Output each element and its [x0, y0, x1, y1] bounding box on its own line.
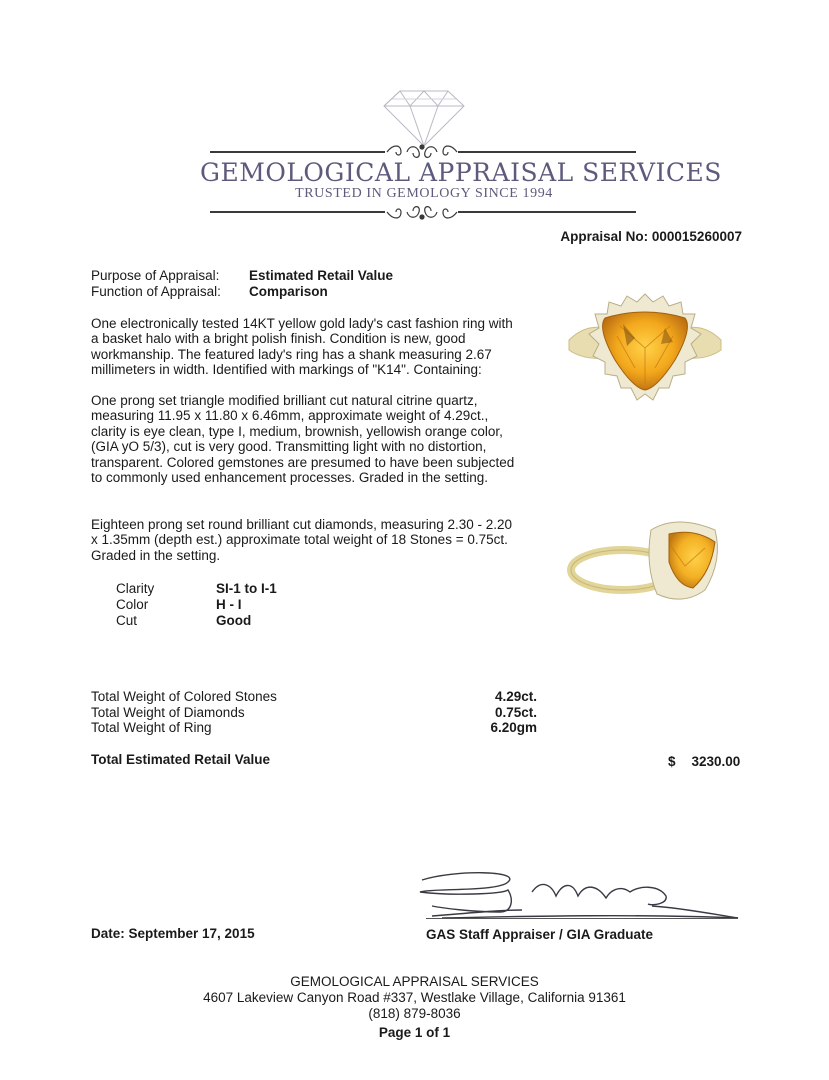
- diamond-icon: [382, 88, 466, 148]
- purpose-value: Estimated Retail Value: [249, 268, 394, 283]
- appraiser-signature: [412, 866, 744, 926]
- company-tagline: TRUSTED IN GEMOLOGY SINCE 1994: [295, 186, 553, 201]
- logo-rule-bottom-left: [210, 211, 385, 213]
- page-number: Page 1 of 1: [378, 1025, 451, 1040]
- signature-line: [426, 918, 738, 919]
- appraisal-purpose-block: [91, 268, 511, 300]
- ring-top-view-photo: [565, 288, 725, 410]
- center-stone-description: One prong set triangle modified brilliant cut natural citrine quartz, measuring 11.95 x 11.80 x 6.46mm, approximate weight of 4.29ct., clarity is eye clean, type I, medium, brownish, yellowish orange color, (GIA yO 5/3), cut is very good. Transmitting light with no distortion, transparent. Colored gemstones are presumed to have been subjected to commonly used enhancement processes. Graded in the setting.: [91, 393, 515, 486]
- company-logo-title: GEMOLOGICAL APPRAISAL SERVICES: [200, 158, 722, 187]
- ring-side-view-photo: [565, 490, 740, 610]
- appraisal-number: Appraisal No: 000015260007: [560, 229, 742, 244]
- total-label: Total Weight of Diamonds: [91, 704, 245, 720]
- total-row: [91, 689, 541, 705]
- scroll-ornament-icon: [385, 202, 459, 222]
- purpose-label: Purpose of Appraisal:: [91, 268, 220, 283]
- function-label: Function of Appraisal:: [91, 284, 221, 299]
- total-value: 0.75ct.: [494, 704, 537, 720]
- retail-amount: 3230.00: [691, 754, 741, 769]
- total-row: [91, 705, 541, 721]
- footer-address: 4607 Lakeview Canyon Road #337, Westlake Village, California 91361: [203, 990, 626, 1005]
- total-label: Total Weight of Ring: [91, 720, 212, 735]
- logo-rule-bottom-right: [458, 211, 636, 213]
- total-row: [91, 720, 541, 736]
- appraisal-date: Date: September 17, 2015: [91, 926, 255, 941]
- function-value: Comparison: [249, 284, 328, 299]
- ring-description: One electronically tested 14KT yellow gold lady's cast fashion ring with a basket halo with a bright polish finish. Condition is new, good workmanship. The featured lady's ring has a shank measuring 2.67 millimeters in width. Identified with markings of "K14". Containing:: [91, 316, 513, 378]
- currency-symbol: $: [668, 754, 676, 769]
- total-label: Total Weight of Colored Stones: [91, 689, 277, 704]
- diamonds-description: Eighteen prong set round brilliant cut diamonds, measuring 2.30 - 2.20 x 1.35mm (depth est.) approximate total weight of 18 Stones = 0.75ct. Graded in the setting.: [91, 517, 513, 563]
- footer-phone: (818) 879-8036: [368, 1006, 461, 1021]
- grade-label: Cut: [116, 613, 138, 628]
- grade-value: Good: [216, 613, 252, 628]
- total-value: 6.20gm: [490, 720, 537, 735]
- grade-value: H - I: [216, 597, 242, 612]
- logo-rule-top-left: [210, 151, 385, 153]
- appraiser-title: GAS Staff Appraiser / GIA Graduate: [426, 927, 654, 942]
- grade-label: Color: [116, 597, 149, 612]
- footer-company: GEMOLOGICAL APPRAISAL SERVICES: [290, 974, 539, 989]
- total-retail-value: [668, 754, 740, 769]
- grade-value: SI-1 to I-1: [216, 581, 277, 596]
- grade-label: Clarity: [116, 581, 155, 596]
- logo-rule-top-right: [458, 151, 636, 153]
- weight-totals: [91, 689, 541, 736]
- total-retail-label: Total Estimated Retail Value: [91, 752, 271, 767]
- total-value: 4.29ct.: [494, 689, 537, 704]
